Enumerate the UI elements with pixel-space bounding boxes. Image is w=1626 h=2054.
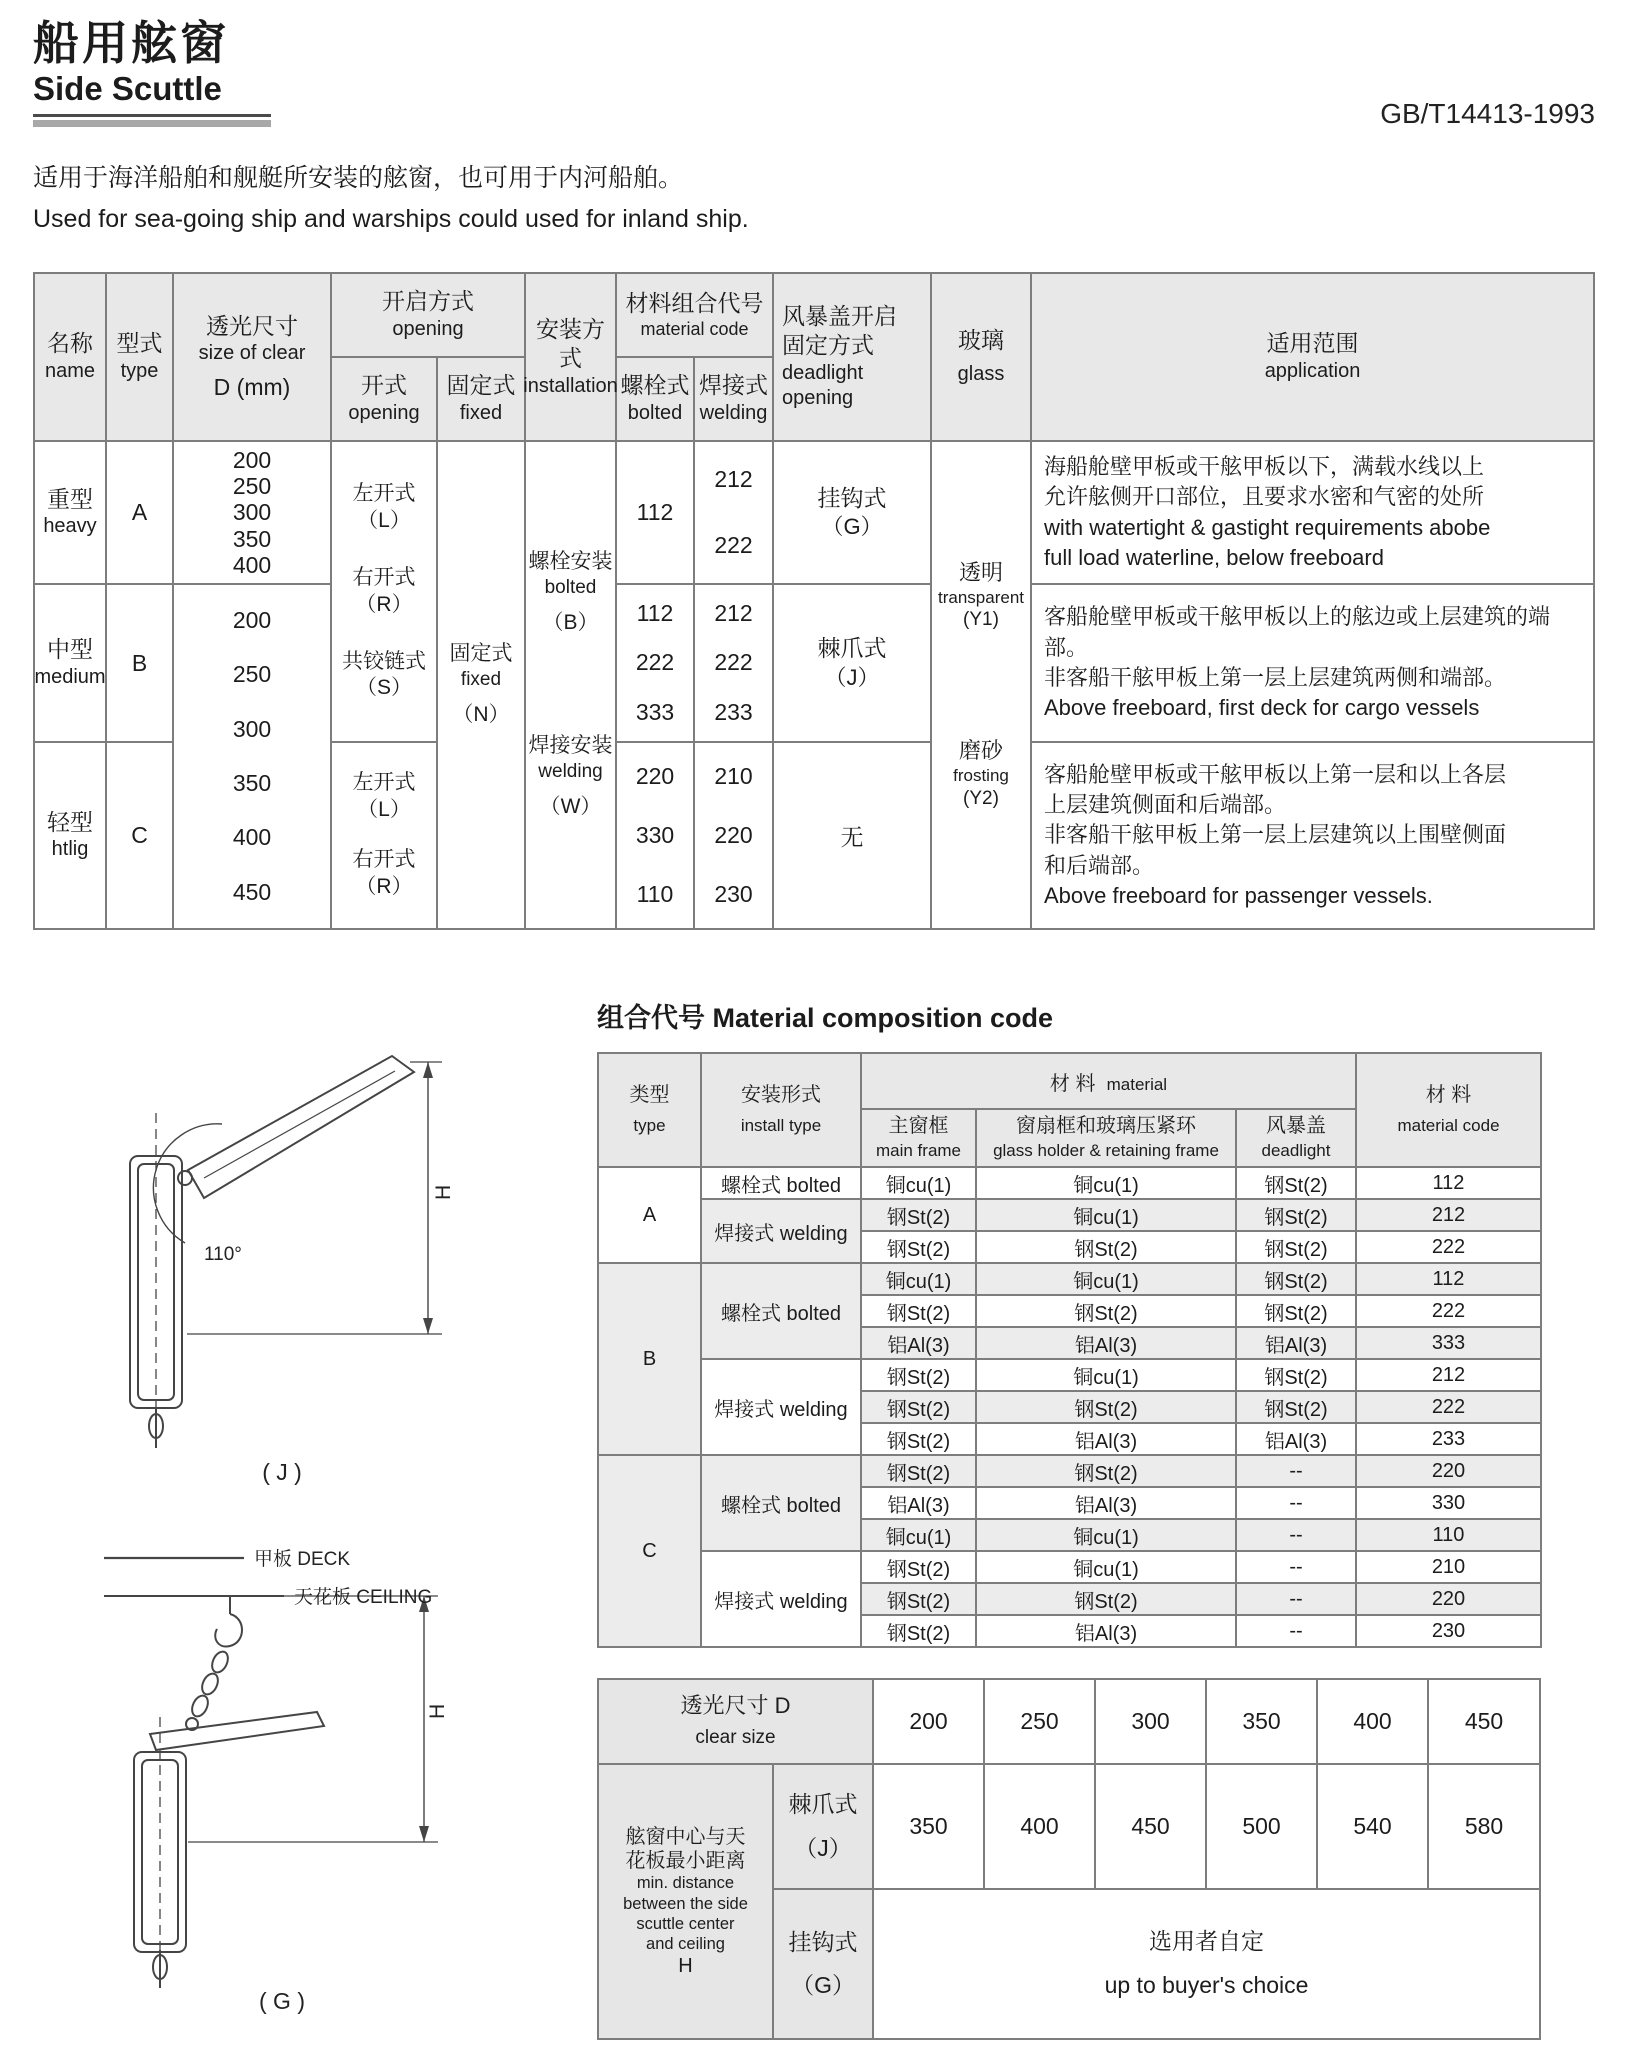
- mc-cell: 铝Al(3): [976, 1327, 1236, 1359]
- material-composition-table: [597, 1052, 1542, 1648]
- mc-table-title: 组合代号 Material composition code: [597, 1003, 1054, 1033]
- col-header-material-code: 材料组合代号 material code: [616, 273, 773, 357]
- mc-cell: 钢St(2): [861, 1423, 976, 1455]
- cell-installation: 螺栓安装 bolted （B） 焊接安装 welding （W）: [525, 441, 616, 929]
- standard-number: GB/T14413-1993: [1380, 98, 1595, 129]
- mc-install-c-welding: 焊接式 welding: [701, 1551, 861, 1647]
- title-block: [33, 18, 271, 127]
- intro-cn: 适用于海洋船舶和舰艇所安装的舷窗，也可用于内河船舶。: [33, 164, 684, 192]
- bt-size: 250: [984, 1679, 1095, 1764]
- mc-cell: 铜cu(1): [976, 1359, 1236, 1391]
- col-header-name: 名称 name: [34, 273, 106, 441]
- bt-size: 400: [1317, 1679, 1428, 1764]
- col-header-bolted: 螺栓式 bolted: [616, 357, 694, 441]
- cell-deadlight-a: 挂钩式 （G）: [773, 441, 931, 584]
- mc-cell: 112: [1356, 1263, 1541, 1295]
- cell-sizes-a: 200 250 300 350 400: [173, 441, 331, 584]
- j-caption: ( J ): [262, 1459, 302, 1485]
- mc-install-a-bolted: 螺栓式 bolted: [701, 1167, 861, 1199]
- mc-cell: --: [1236, 1583, 1356, 1615]
- col-header-fixed-type: 固定式 fixed: [437, 357, 525, 441]
- mc-cell: 钢St(2): [861, 1455, 976, 1487]
- mc-cell: 铜cu(1): [976, 1263, 1236, 1295]
- bt-j-value: 350: [873, 1764, 984, 1889]
- mc-cell: 钢St(2): [861, 1391, 976, 1423]
- intro-text: [33, 158, 749, 239]
- mc-cell: 钢St(2): [1236, 1199, 1356, 1231]
- mc-cell: 212: [1356, 1199, 1541, 1231]
- mc-header-glass-holder: 窗扇框和玻璃压紧环 glass holder & retaining frame: [976, 1109, 1236, 1167]
- col-header-opening: 开启方式 opening: [331, 273, 525, 357]
- mc-cell: 钢St(2): [976, 1455, 1236, 1487]
- deck-label: 甲板 DECK: [254, 1549, 351, 1570]
- mc-install-a-welding: 焊接式 welding: [701, 1199, 861, 1263]
- mc-cell: 222: [1356, 1231, 1541, 1263]
- chain-link: [199, 1671, 221, 1697]
- cell-type-b: B: [106, 584, 173, 742]
- page-title-cn: 船用舷窗: [33, 17, 229, 69]
- g-type-diagram: [92, 1512, 512, 2022]
- mc-cell: --: [1236, 1615, 1356, 1647]
- mc-cell: 233: [1356, 1423, 1541, 1455]
- bt-j-value: 450: [1095, 1764, 1206, 1889]
- mc-install-b-welding: 焊接式 welding: [701, 1359, 861, 1455]
- mc-cell: 112: [1356, 1167, 1541, 1199]
- mc-install-b-bolted: 螺栓式 bolted: [701, 1263, 861, 1359]
- cell-opening-c: 左开式 （L） 右开式 （R）: [331, 742, 437, 929]
- cell-fixed-type: 固定式 fixed （N）: [437, 441, 525, 929]
- mc-cell: 铜cu(1): [861, 1263, 976, 1295]
- open-deadlight-lid: [188, 1056, 414, 1198]
- mc-cell: 330: [1356, 1487, 1541, 1519]
- mc-cell: 铝Al(3): [1236, 1423, 1356, 1455]
- mc-cell: 钢St(2): [861, 1583, 976, 1615]
- mc-cell: 钢St(2): [861, 1615, 976, 1647]
- intro-en: Used for sea-going ship and warships could used for inland ship.: [33, 204, 749, 233]
- g-caption: ( G ): [259, 1988, 305, 2014]
- cell-application-c: 客船舱壁甲板或干舷甲板以上第一层和以上各层 上层建筑侧面和后端部。 非客船干舷甲板上第一层上层建筑以上围壁侧面 和后端部。 Above freeboard for passenger vessels.: [1031, 742, 1594, 929]
- mc-cell: 220: [1356, 1455, 1541, 1487]
- mc-cell: 铝Al(3): [861, 1327, 976, 1359]
- bt-g-value: 选用者自定 up to buyer's choice: [873, 1889, 1540, 2039]
- mc-cell: 钢St(2): [861, 1359, 976, 1391]
- cell-deadlight-c: 无: [773, 742, 931, 929]
- bt-j-value: 500: [1206, 1764, 1317, 1889]
- mc-cell: 210: [1356, 1551, 1541, 1583]
- bt-size: 450: [1428, 1679, 1540, 1764]
- mc-cell: 222: [1356, 1295, 1541, 1327]
- mc-type-a: A: [598, 1167, 701, 1263]
- main-spec-table: [33, 272, 1595, 930]
- mc-cell: 钢St(2): [1236, 1391, 1356, 1423]
- mc-cell: 铜cu(1): [976, 1167, 1236, 1199]
- mc-cell: 铜cu(1): [976, 1551, 1236, 1583]
- j-type-diagram: [92, 1028, 472, 1493]
- mc-header-deadlight: 风暴盖 deadlight: [1236, 1109, 1356, 1167]
- cell-code-c-bolted: 220 330 110: [616, 742, 694, 929]
- mc-cell: --: [1236, 1551, 1356, 1583]
- cell-name-heavy: 重型 heavy: [34, 441, 106, 584]
- angle-label: 110°: [204, 1244, 242, 1265]
- cell-code-a-welding: 212 222: [694, 441, 773, 584]
- cell-code-b-bolted: 112 222 333: [616, 584, 694, 742]
- mc-cell: --: [1236, 1519, 1356, 1551]
- mc-header-install: 安装形式 install type: [701, 1053, 861, 1167]
- cell-type-a: A: [106, 441, 173, 584]
- mc-cell: 212: [1356, 1359, 1541, 1391]
- bt-distance-label: 舷窗中心与天 花板最小距离 min. distance between the side scuttle center and ceiling H: [598, 1764, 773, 2039]
- hook: [215, 1614, 242, 1647]
- col-header-installation: 安装方式 installation: [525, 273, 616, 441]
- mc-cell: 铜cu(1): [976, 1519, 1236, 1551]
- mc-header-type: 类型 type: [598, 1053, 701, 1167]
- mc-cell: 钢St(2): [1236, 1231, 1356, 1263]
- bt-j-label: 棘爪式 （J）: [773, 1764, 873, 1889]
- title-rule-gray: [33, 120, 271, 127]
- bt-size: 300: [1095, 1679, 1206, 1764]
- col-header-glass: 玻璃 glass: [931, 273, 1031, 441]
- h-dimension-label: H: [426, 1703, 449, 1719]
- cell-glass: 透明 transparent (Y1) 磨砂 frosting (Y2): [931, 441, 1031, 929]
- mc-cell: 222: [1356, 1391, 1541, 1423]
- cell-opening-ab: 左开式 （L） 右开式 （R） 共铰链式 （S）: [331, 441, 437, 742]
- mc-type-c: C: [598, 1455, 701, 1647]
- mc-cell: 钢St(2): [1236, 1263, 1356, 1295]
- mc-cell: 钢St(2): [1236, 1295, 1356, 1327]
- bt-g-label: 挂钩式 （G）: [773, 1889, 873, 2039]
- mc-cell: 铜cu(1): [861, 1519, 976, 1551]
- col-header-welding: 焊接式 welding: [694, 357, 773, 441]
- mc-cell: 铜cu(1): [976, 1199, 1236, 1231]
- mc-cell: 220: [1356, 1583, 1541, 1615]
- mc-cell: 钢St(2): [861, 1295, 976, 1327]
- cell-name-light: 轻型 htlig: [34, 742, 106, 929]
- mc-cell: 钢St(2): [1236, 1359, 1356, 1391]
- chain-link: [189, 1693, 211, 1719]
- cell-deadlight-b: 棘爪式 （J）: [773, 584, 931, 742]
- mc-cell: 铝Al(3): [861, 1487, 976, 1519]
- mc-cell: 钢St(2): [861, 1551, 976, 1583]
- cell-type-c: C: [106, 742, 173, 929]
- cell-sizes-bc: 200 250 300 350 400 450: [173, 584, 331, 929]
- ceiling-label: 天花板 CEILING: [294, 1587, 433, 1608]
- mc-cell: 钢St(2): [976, 1231, 1236, 1263]
- deadlight-lid: [150, 1712, 324, 1750]
- mc-cell: --: [1236, 1487, 1356, 1519]
- col-header-open-type: 开式 opening: [331, 357, 437, 441]
- mc-cell: 钢St(2): [861, 1199, 976, 1231]
- mc-cell: 钢St(2): [976, 1295, 1236, 1327]
- col-header-type: 型式 type: [106, 273, 173, 441]
- bt-size: 200: [873, 1679, 984, 1764]
- bt-j-value: 540: [1317, 1764, 1428, 1889]
- clear-size-table: [597, 1678, 1541, 2040]
- mc-cell: 钢St(2): [976, 1583, 1236, 1615]
- bt-j-value: 580: [1428, 1764, 1540, 1889]
- bt-j-value: 400: [984, 1764, 1095, 1889]
- mc-cell: --: [1236, 1455, 1356, 1487]
- mc-header-main-frame: 主窗框 main frame: [861, 1109, 976, 1167]
- cell-name-medium: 中型 medium: [34, 584, 106, 742]
- mc-cell: 钢St(2): [1236, 1167, 1356, 1199]
- title-rule-dark: [33, 114, 271, 117]
- cell-application-a: 海船舱壁甲板或干舷甲板以下，满载水线以上 允许舷侧开口部位，且要求水密和气密的处所 with watertight & gastight requirements abobe full load waterline, below freeboard: [1031, 441, 1594, 584]
- h-dimension-label: H: [432, 1184, 455, 1200]
- col-header-application: 适用范围 application: [1031, 273, 1594, 441]
- mc-type-b: B: [598, 1263, 701, 1455]
- mc-cell: 230: [1356, 1615, 1541, 1647]
- mc-header-material: 材 料 material: [861, 1053, 1356, 1109]
- cell-code-c-welding: 210 220 230: [694, 742, 773, 929]
- mc-cell: 铝Al(3): [976, 1615, 1236, 1647]
- mc-cell: 铝Al(3): [976, 1487, 1236, 1519]
- mc-header-code: 材 料 material code: [1356, 1053, 1541, 1167]
- cell-code-a-bolted: 112: [616, 441, 694, 584]
- mc-cell: 333: [1356, 1327, 1541, 1359]
- cell-code-b-welding: 212 222 233: [694, 584, 773, 742]
- bt-clear-size-label: 透光尺寸 D clear size: [598, 1679, 873, 1764]
- mc-cell: 铝Al(3): [976, 1423, 1236, 1455]
- mc-cell: 铝Al(3): [1236, 1327, 1356, 1359]
- col-header-size: 透光尺寸 size of clear D (mm): [173, 273, 331, 441]
- mc-cell: 钢St(2): [976, 1391, 1236, 1423]
- chain-link: [209, 1649, 231, 1675]
- col-header-deadlight: 风暴盖开启 固定方式 deadlight opening: [773, 273, 931, 441]
- mc-cell: 钢St(2): [861, 1231, 976, 1263]
- mc-cell: 110: [1356, 1519, 1541, 1551]
- page-title-en: Side Scuttle: [33, 69, 222, 107]
- cell-application-b: 客船舱壁甲板或干舷甲板以上的舷边或上层建筑的端部。 非客船干舷甲板上第一层上层建筑两侧和端部。 Above freeboard, first deck for cargo vessels: [1031, 584, 1594, 742]
- mc-install-c-bolted: 螺栓式 bolted: [701, 1455, 861, 1551]
- bt-size: 350: [1206, 1679, 1317, 1764]
- mc-cell: 铜cu(1): [861, 1167, 976, 1199]
